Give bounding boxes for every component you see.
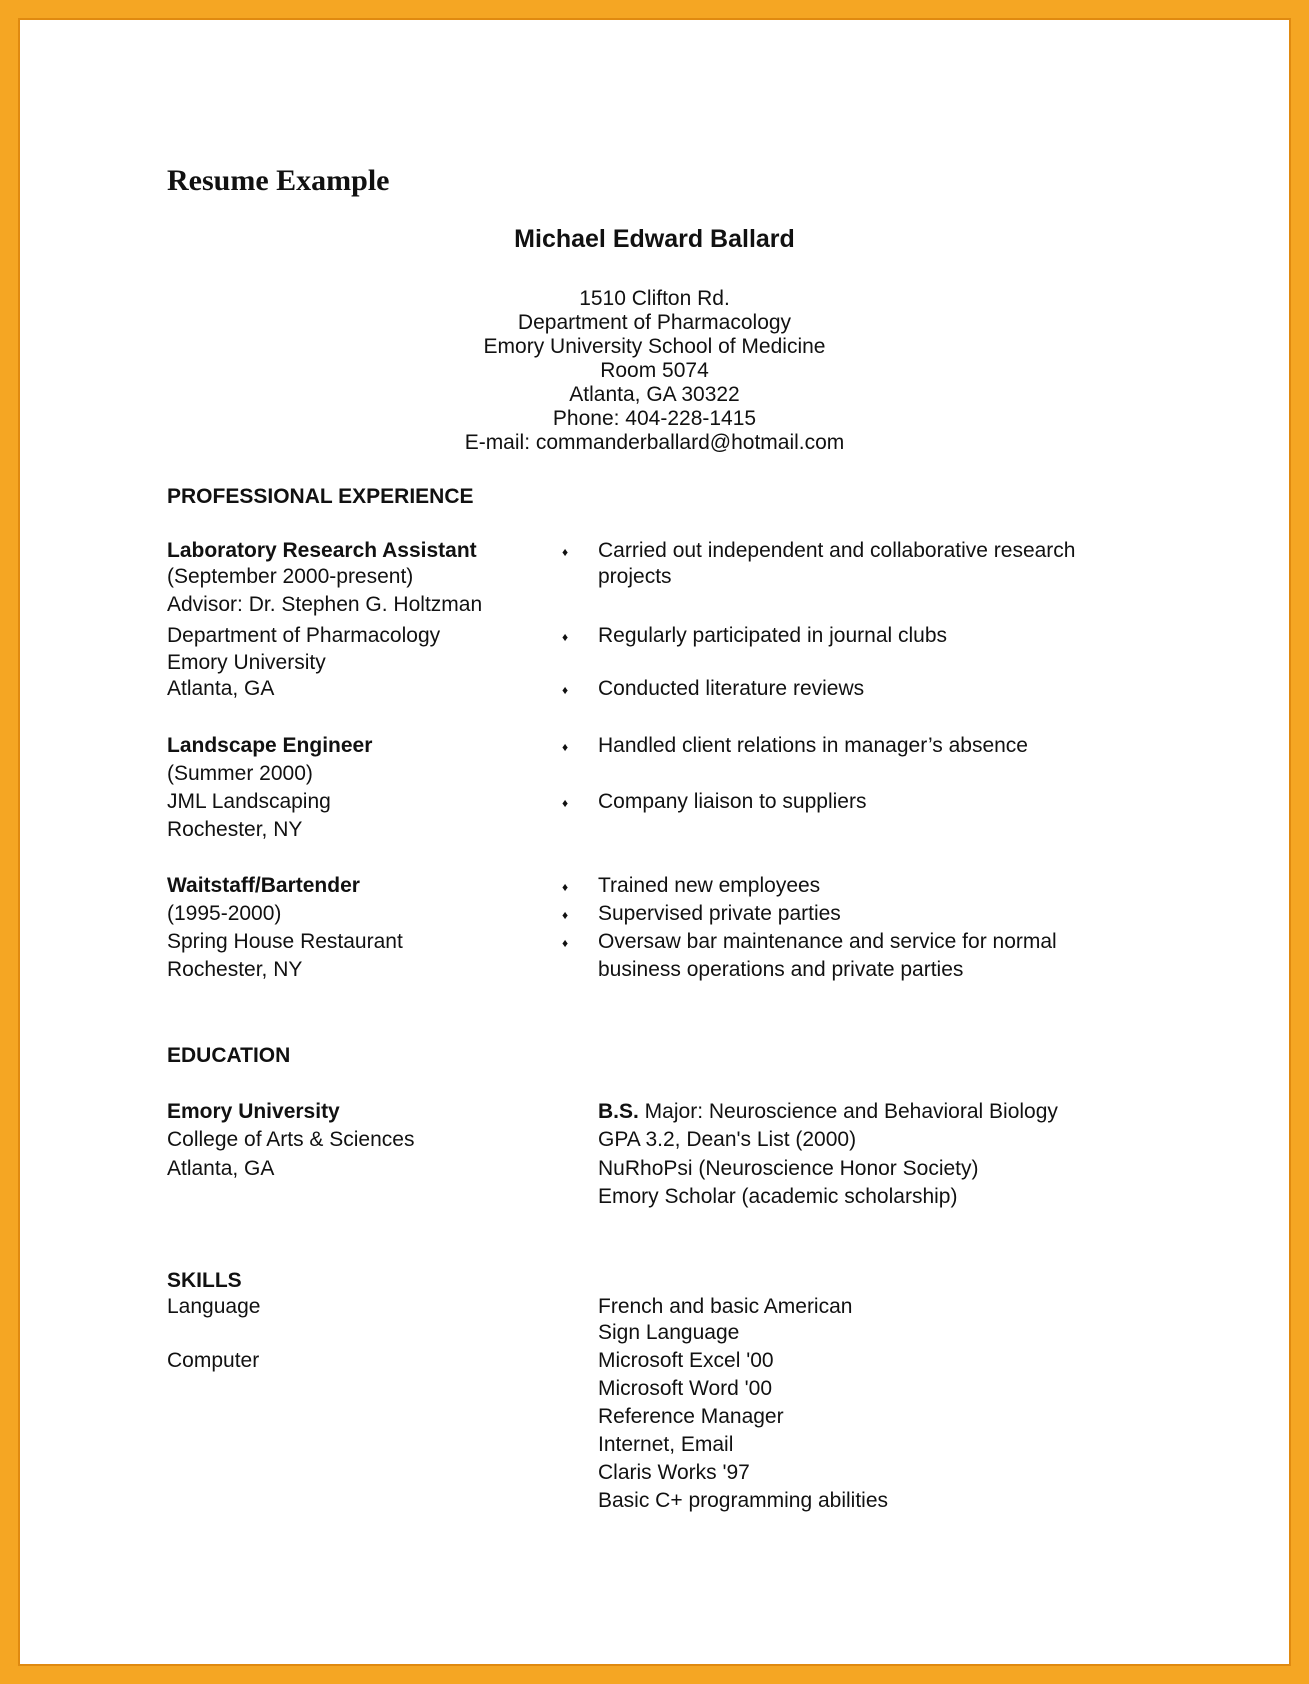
bullet-icon: ♦ [562, 936, 569, 950]
skill-label: Computer [167, 1349, 260, 1372]
education-heading: EDUCATION [167, 1044, 291, 1067]
address-line: Department of Pharmacology [517, 311, 792, 334]
job-detail: Atlanta, GA [167, 677, 275, 700]
skill-value: Microsoft Excel '00 [598, 1349, 774, 1372]
address-line: Emory University School of Medicine [483, 335, 826, 358]
degree-line [598, 1099, 1058, 1125]
address-line: 1510 Clifton Rd. [579, 287, 730, 310]
skill-value: Sign Language [598, 1321, 740, 1344]
skill-value: Reference Manager [598, 1405, 784, 1428]
job-detail: Rochester, NY [167, 818, 303, 841]
skill-value: Microsoft Word '00 [598, 1377, 773, 1400]
job-bullet: Supervised private parties [598, 902, 841, 925]
job-detail: Rochester, NY [167, 958, 303, 981]
degree-major: Major: Neuroscience and Behavioral Biology [638, 1100, 1058, 1123]
degree-type: B.S. [598, 1100, 639, 1123]
experience-heading: PROFESSIONAL EXPERIENCE [167, 485, 474, 508]
job-bullet: Oversaw bar maintenance and service for normal [598, 930, 1057, 953]
job-bullet: Carried out independent and collaborative research [598, 539, 1076, 562]
school-detail: Atlanta, GA [167, 1157, 275, 1180]
degree-detail: Emory Scholar (academic scholarship) [598, 1185, 958, 1208]
job-bullet: Conducted literature reviews [598, 677, 865, 700]
job-detail: Advisor: Dr. Stephen G. Holtzman [167, 593, 483, 616]
job-bullet: business operations and private parties [598, 958, 964, 981]
candidate-name: Michael Edward Ballard [514, 225, 795, 253]
job-detail: (September 2000-present) [167, 565, 414, 588]
skill-value: Claris Works '97 [598, 1461, 750, 1484]
job-detail: Emory University [167, 651, 326, 674]
degree-detail: GPA 3.2, Dean's List (2000) [598, 1128, 857, 1151]
job-detail: (1995-2000) [167, 902, 282, 925]
bullet-icon: ♦ [562, 796, 569, 810]
job-bullet: Handled client relations in manager’s absence [598, 734, 1028, 757]
job-title: Waitstaff/Bartender [167, 874, 360, 897]
bullet-icon: ♦ [562, 880, 569, 894]
address-line: Room 5074 [600, 359, 709, 382]
job-bullet: Regularly participated in journal clubs [598, 624, 948, 647]
bullet-icon: ♦ [562, 740, 569, 754]
job-detail: Spring House Restaurant [167, 930, 403, 953]
job-bullet: projects [598, 565, 672, 588]
bullet-icon: ♦ [562, 545, 569, 559]
document-title: Resume Example [167, 164, 390, 197]
bullet-icon: ♦ [562, 630, 569, 644]
skill-label: Language [167, 1295, 261, 1318]
degree-detail: NuRhoPsi (Neuroscience Honor Society) [598, 1157, 979, 1180]
skills-heading: SKILLS [167, 1269, 242, 1292]
job-title: Laboratory Research Assistant [167, 539, 477, 562]
bullet-icon: ♦ [562, 683, 569, 697]
skill-value: Basic C+ programming abilities [598, 1489, 889, 1512]
bullet-icon: ♦ [562, 908, 569, 922]
school-detail: College of Arts & Sciences [167, 1128, 415, 1151]
job-detail: (Summer 2000) [167, 762, 313, 785]
job-detail: JML Landscaping [167, 790, 331, 813]
phone-line: Phone: 404-228-1415 [552, 407, 757, 430]
skill-value: Internet, Email [598, 1433, 734, 1456]
address-line: Atlanta, GA 30322 [569, 383, 740, 406]
job-detail: Department of Pharmacology [167, 624, 441, 647]
job-bullet: Company liaison to suppliers [598, 790, 867, 813]
job-title: Landscape Engineer [167, 734, 373, 757]
email-line: E-mail: commanderballard@hotmail.com [464, 431, 845, 454]
job-bullet: Trained new employees [598, 874, 821, 897]
school-name: Emory University [167, 1100, 340, 1123]
skill-value: French and basic American [598, 1295, 853, 1318]
